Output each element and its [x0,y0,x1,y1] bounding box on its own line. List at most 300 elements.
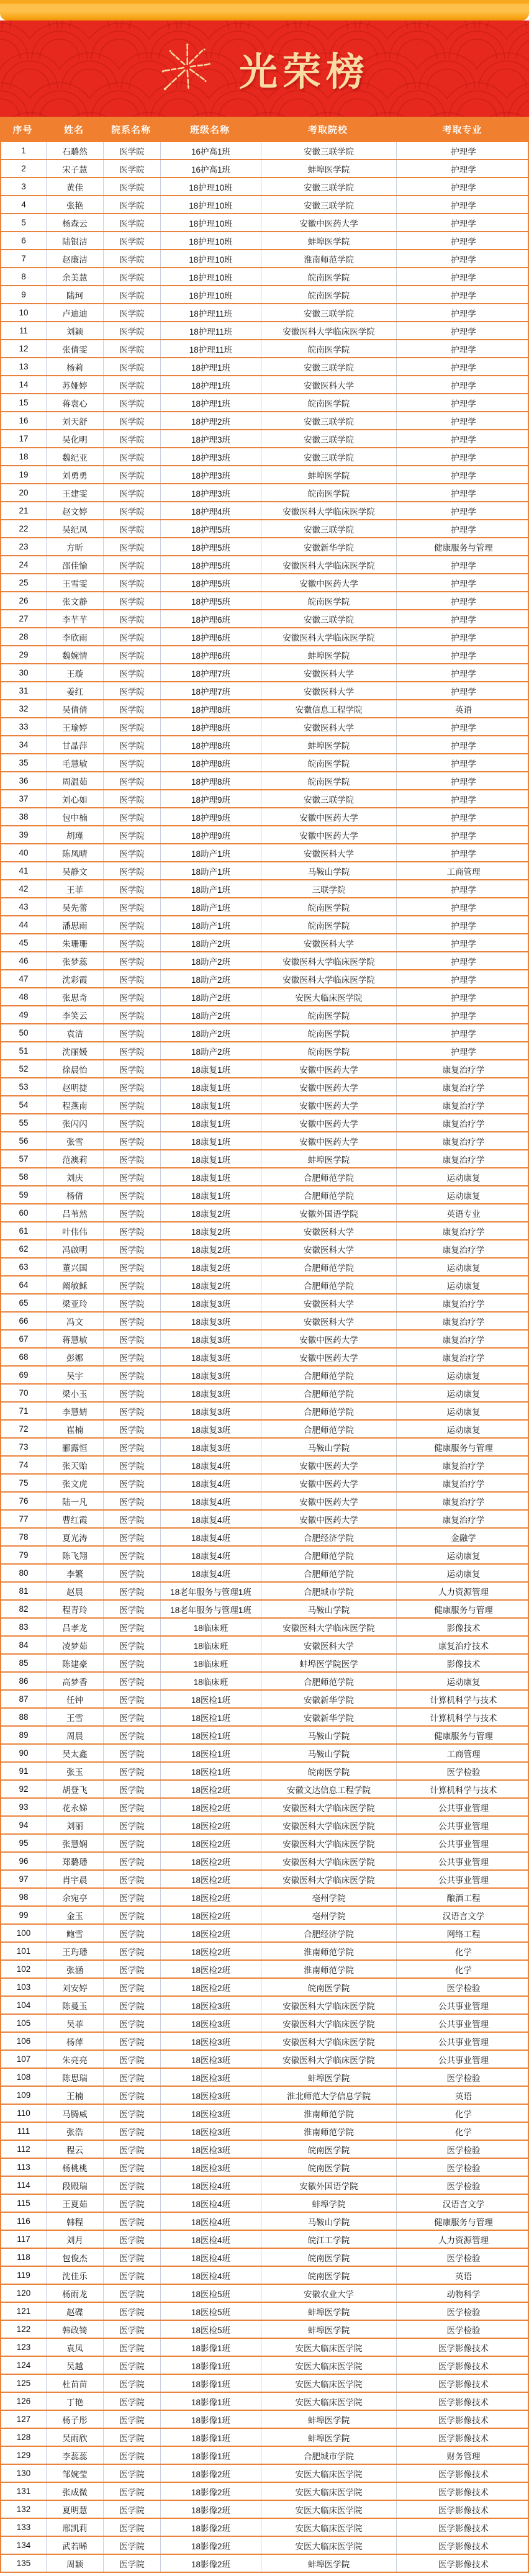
cell-class: 18临床班 [161,1637,261,1653]
cell-dept: 医学院 [104,1565,161,1581]
cell-index: 89 [1,1727,47,1743]
table-row [1,2375,528,2393]
cell-dept: 医学院 [104,1637,161,1653]
cell-class: 18医检4班 [161,2231,261,2248]
cell-index: 114 [1,2177,47,2194]
cell-dept: 医学院 [104,2339,161,2356]
cell-dept: 医学院 [104,2501,161,2518]
cell-index: 64 [1,1277,47,1293]
cell-index: 16 [1,412,47,429]
cell-school: 蚌埠医学院 [261,160,397,177]
cell-school: 安徽医科大学临床医学院 [261,322,397,339]
cell-dept: 医学院 [104,322,161,339]
cell-major: 影像技术 [446,1659,481,1669]
cell-class: 18助产1班 [161,862,261,879]
cell-name: 李笑云 [47,1006,104,1023]
cell-index: 56 [1,1132,47,1149]
cell-major: 护理学 [451,291,476,301]
table-row [1,2429,528,2447]
cell-school: 马鞍山学院 [261,2213,397,2230]
table-row [1,1331,528,1349]
cell-name: 张慧娴 [47,1835,104,1851]
cell-school: 蚌埠医学院 [261,736,397,753]
table-row [1,1907,528,1925]
cell-class: 18医检3班 [161,1997,261,2013]
cell-dept: 医学院 [104,1997,161,2013]
table-row [1,2465,528,2483]
cell-class: 18影像1班 [161,2357,261,2374]
cell-dept: 医学院 [104,862,161,879]
cell-index: 95 [1,1835,47,1851]
cell-dept: 医学院 [104,1349,161,1365]
cell-class: 18医检2班 [161,1907,261,1923]
cell-name: 沈佳乐 [47,2267,104,2284]
cell-major: 护理学 [451,363,476,373]
cell-dept: 医学院 [104,286,161,303]
cell-name: 吴越 [47,2357,104,2374]
cell-index: 90 [1,1745,47,1761]
cell-major: 康复治疗学 [442,1065,485,1075]
cell-major: 康复治疗学 [442,1227,485,1237]
cell-dept: 医学院 [104,1817,161,1833]
cell-dept: 医学院 [104,2537,161,2554]
cell-index: 112 [1,2141,47,2158]
cell-major: 护理学 [451,435,476,445]
cell-class: 18医检5班 [161,2303,261,2320]
cell-index: 54 [1,1096,47,1113]
cell-dept: 医学院 [104,1763,161,1779]
cell-school: 皖南医学院 [261,2159,397,2176]
cell-major: 化学 [455,2109,472,2119]
table-row [1,1222,528,1241]
cell-dept: 医学院 [104,2411,161,2428]
cell-school: 安徽医科大学临床医学院 [261,1853,397,1869]
cell-dept: 医学院 [104,1583,161,1599]
table-row [1,1295,528,1313]
cell-major: 英语 [455,2271,472,2281]
cell-school: 合肥经济学院 [261,1529,397,1545]
cell-school: 皖南医学院 [261,898,397,915]
cell-major: 医学影像技术 [438,2415,489,2425]
cell-school: 皖南医学院 [261,772,397,789]
cell-major: 计算机科学与技术 [430,1713,497,1723]
cell-class: 18医检1班 [161,1745,261,1761]
table-row [1,1835,528,1853]
cell-school: 安徽三联学院 [261,412,397,429]
cell-class: 18护理6班 [161,628,261,645]
cell-name: 张玉 [47,1763,104,1779]
table-row [1,2447,528,2465]
cell-major: 医学检验 [446,2073,481,2083]
cell-index: 26 [1,592,47,609]
cell-index: 102 [1,1961,47,1977]
table-row [1,430,528,448]
cell-class: 18康复4班 [161,1565,261,1581]
cell-dept: 医学院 [104,1096,161,1113]
table-row [1,1132,528,1150]
cell-major: 护理学 [451,453,476,463]
table-row [1,1673,528,1691]
cell-school: 安徽医科大学 [261,934,397,951]
cell-index: 51 [1,1042,47,1059]
table-row [1,2411,528,2429]
cell-major: 护理学 [451,381,476,391]
table-row [1,214,528,232]
cell-school: 安徽三联学院 [261,790,397,807]
cell-class: 18护理11班 [161,322,261,339]
cell-class: 18护理5班 [161,538,261,555]
cell-class: 18康复2班 [161,1204,261,1221]
cell-dept: 医学院 [104,2141,161,2158]
table-row [1,2105,528,2123]
cell-index: 10 [1,304,47,321]
cell-class: 18影像1班 [161,2447,261,2464]
cell-school: 安徽中医药大学 [261,808,397,825]
cell-class: 18医检3班 [161,2105,261,2122]
table-row [1,1655,528,1673]
cell-major: 护理学 [451,327,476,337]
cell-dept: 医学院 [104,2123,161,2140]
cell-school: 安徽医科大学临床医学院 [261,1835,397,1851]
table-row [1,1547,528,1565]
cell-dept: 医学院 [104,2393,161,2410]
cell-index: 98 [1,1889,47,1905]
cell-name: 范澳莉 [47,1150,104,1167]
cell-major: 康复治疗学 [442,1299,485,1309]
cell-class: 18护理4班 [161,502,261,519]
table-row [1,502,528,520]
cell-class: 18康复4班 [161,1457,261,1473]
cell-name: 刘庆 [47,1168,104,1185]
column-header-school: 考取院校 [307,125,348,135]
cell-dept: 医学院 [104,2051,161,2068]
cell-dept: 医学院 [104,1475,161,1491]
cell-index: 111 [1,2123,47,2140]
cell-dept: 医学院 [104,556,161,573]
cell-name: 花永娣 [47,1799,104,1815]
cell-index: 30 [1,664,47,681]
cell-name: 杜苗苗 [47,2375,104,2392]
table-row [1,2213,528,2231]
cell-major: 护理学 [451,183,476,192]
cell-major: 公共事业管理 [438,1857,489,1867]
cell-name: 赵晨 [47,1583,104,1599]
table-row [1,1475,528,1493]
cell-name: 杨萍 [47,2033,104,2050]
cell-school: 安徽医科大学 [261,664,397,681]
cell-dept: 医学院 [104,916,161,933]
cell-school: 安徽三联学院 [261,448,397,465]
cell-name: 张天贻 [47,1457,104,1473]
cell-index: 96 [1,1853,47,1869]
cell-name: 周颖 [47,2555,104,2572]
cell-index: 122 [1,2321,47,2338]
cell-school: 安徽医科大学 [261,1295,397,1311]
cell-index: 28 [1,628,47,645]
cell-school: 安徽中医药大学 [261,1096,397,1113]
cell-index: 85 [1,1655,47,1671]
cell-name: 韩程 [47,2213,104,2230]
table-row [1,340,528,358]
cell-major: 康复治疗学 [442,1515,485,1525]
cell-name: 高梦香 [47,1673,104,1689]
cell-name: 程燕南 [47,1096,104,1113]
cell-name: 梁小玉 [47,1385,104,1401]
cell-index: 120 [1,2285,47,2302]
cell-name: 徐晨怡 [47,1060,104,1077]
table-row [1,610,528,628]
cell-name: 刘安婷 [47,1979,104,1995]
cell-index: 9 [1,286,47,303]
cell-name: 冯文 [47,1313,104,1329]
cell-major: 健康服务与管理 [434,1605,493,1615]
table-row [1,2555,528,2573]
cell-name: 袁洁 [47,1024,104,1041]
cell-class: 18护理6班 [161,646,261,663]
table-row [1,772,528,790]
cell-major: 护理学 [451,741,476,751]
cell-class: 18助产1班 [161,916,261,933]
cell-dept: 医学院 [104,2321,161,2338]
cell-class: 18医检2班 [161,1961,261,1977]
cell-major: 康复治疗学 [442,1101,485,1111]
cell-class: 18医检1班 [161,1763,261,1779]
table-row [1,2069,528,2087]
cell-name: 刘丽 [47,1817,104,1833]
cell-name: 赵明捷 [47,1078,104,1095]
cell-dept: 医学院 [104,1943,161,1959]
cell-name: 张文静 [47,592,104,609]
table-row [1,1024,528,1042]
cell-dept: 医学院 [104,1493,161,1509]
cell-name: 李芊芊 [47,610,104,627]
cell-name: 魏纪亚 [47,448,104,465]
cell-dept: 医学院 [104,232,161,249]
cell-index: 65 [1,1295,47,1311]
cell-dept: 医学院 [104,412,161,429]
cell-major: 护理学 [451,795,476,805]
cell-class: 18护理8班 [161,772,261,789]
cell-index: 104 [1,1997,47,2013]
cell-school: 合肥师范学院 [261,1565,397,1581]
table-row [1,880,528,898]
cell-school: 安医大临床医学院 [261,2375,397,2392]
cell-name: 魏婉情 [47,646,104,663]
table-row [1,250,528,268]
cell-school: 皖南医学院 [261,2249,397,2266]
cell-major: 护理学 [451,687,476,697]
cell-class: 18护理3班 [161,448,261,465]
cell-class: 18医检5班 [161,2285,261,2302]
cell-index: 31 [1,682,47,699]
cell-index: 88 [1,1709,47,1725]
cell-index: 63 [1,1259,47,1275]
cell-name: 王雪 [47,1709,104,1725]
cell-school: 合肥师范学院 [261,1385,397,1401]
cell-index: 41 [1,862,47,879]
cell-school: 淮南师范学院 [261,1943,397,1959]
cell-class: 18老年服务与管理1班 [161,1583,261,1599]
cell-class: 18护理9班 [161,790,261,807]
cell-name: 吴倩倩 [47,700,104,717]
cell-school: 安医大临床医学院 [261,988,397,1005]
cell-dept: 医学院 [104,1024,161,1041]
cell-dept: 医学院 [104,2249,161,2266]
cell-class: 18助产1班 [161,880,261,897]
cell-major: 医学影像技术 [438,2469,489,2479]
cell-dept: 医学院 [104,1853,161,1869]
cell-dept: 医学院 [104,1781,161,1797]
cell-school: 安徽医科大学临床医学院 [261,1817,397,1833]
cell-dept: 医学院 [104,466,161,483]
cell-dept: 医学院 [104,754,161,771]
cell-school: 皖南医学院 [261,916,397,933]
cell-class: 18医检2班 [161,1889,261,1905]
table-row [1,232,528,250]
cell-school: 淮南师范学院 [261,250,397,267]
table-row [1,2357,528,2375]
table-row [1,2321,528,2339]
cell-name: 李蕊蕊 [47,2447,104,2464]
cell-index: 91 [1,1763,47,1779]
cell-school: 安徽医科大学 [261,1637,397,1653]
cell-class: 18康复3班 [161,1439,261,1455]
cell-name: 张浩 [47,2123,104,2140]
cell-index: 108 [1,2069,47,2086]
cell-name: 金玉 [47,1907,104,1923]
cell-dept: 医学院 [104,1078,161,1095]
cell-class: 16护高1班 [161,160,261,177]
table-row [1,2177,528,2195]
cell-major: 运动康复 [446,1389,481,1399]
table-row [1,754,528,772]
cell-name: 李繁 [47,1565,104,1581]
cell-index: 100 [1,1925,47,1941]
cell-class: 18护理6班 [161,610,261,627]
cell-class: 18护理2班 [161,412,261,429]
cell-index: 5 [1,214,47,231]
cell-major: 护理学 [451,885,476,895]
cell-name: 黄佳 [47,178,104,195]
cell-major: 化学 [455,2127,472,2137]
table-row [1,1889,528,1907]
cell-dept: 医学院 [104,196,161,213]
table-row [1,142,528,160]
cell-class: 18康复3班 [161,1367,261,1383]
cell-dept: 医学院 [104,970,161,987]
cell-name: 曹红霞 [47,1511,104,1527]
cell-name: 王瑜婷 [47,718,104,735]
cell-school: 蚌埠医学院 [261,466,397,483]
cell-index: 113 [1,2159,47,2176]
cell-name: 吴太鑫 [47,1745,104,1761]
cell-name: 吴先蕾 [47,898,104,915]
cell-major: 运动康复 [446,1281,481,1291]
cell-index: 123 [1,2339,47,2356]
cell-class: 18影像2班 [161,2465,261,2482]
cell-dept: 医学院 [104,178,161,195]
cell-index: 110 [1,2105,47,2122]
table-row [1,2501,528,2519]
table-row [1,1204,528,1222]
cell-school: 蚌埠医学院 [261,232,397,249]
cell-major: 影像技术 [446,1623,481,1633]
cell-dept: 医学院 [104,520,161,537]
cell-school: 安徽信息工程学院 [261,700,397,717]
cell-index: 61 [1,1222,47,1239]
table-row [1,322,528,340]
cell-dept: 医学院 [104,2087,161,2104]
table-row [1,1745,528,1763]
cell-school: 安徽中医药大学 [261,1078,397,1095]
cell-index: 50 [1,1024,47,1041]
cell-index: 57 [1,1150,47,1167]
cell-name: 邹婉莹 [47,2465,104,2482]
cell-index: 17 [1,430,47,447]
cell-class: 18影像1班 [161,2393,261,2410]
cell-dept: 医学院 [104,934,161,951]
cell-school: 蚌埠医学院医学 [261,1655,397,1671]
cell-dept: 医学院 [104,2177,161,2194]
cell-major: 护理学 [451,633,476,643]
cell-name: 甘晶萍 [47,736,104,753]
table-row [1,898,528,916]
table-row [1,1186,528,1204]
cell-class: 18康复1班 [161,1096,261,1113]
cell-major: 护理学 [451,237,476,246]
cell-name: 董兴国 [47,1259,104,1275]
banner [0,20,529,117]
cell-major: 医学检验 [446,2145,481,2155]
table-row [1,268,528,286]
column-header-dept: 院系名称 [111,125,151,135]
cell-class: 18护理10班 [161,196,261,213]
table-row [1,1583,528,1601]
cell-class: 18康复3班 [161,1421,261,1437]
cell-index: 40 [1,844,47,861]
cell-name: 胡登飞 [47,1781,104,1797]
cell-school: 安徽中医药大学 [261,1132,397,1149]
cell-class: 18医检1班 [161,1709,261,1725]
cell-major: 运动康复 [446,1569,481,1579]
cell-school: 安徽中医药大学 [261,1114,397,1131]
cell-school: 蚌埠医学院 [261,2555,397,2572]
cell-class: 18护理8班 [161,718,261,735]
cell-dept: 医学院 [104,646,161,663]
table-row [1,1799,528,1817]
table-row [1,1259,528,1277]
cell-index: 35 [1,754,47,771]
cell-class: 18助产2班 [161,1006,261,1023]
cell-class: 18康复1班 [161,1078,261,1095]
cell-index: 77 [1,1511,47,1527]
cell-class: 18临床班 [161,1673,261,1689]
table-row [1,916,528,934]
cell-index: 83 [1,1619,47,1635]
cell-major: 护理学 [451,525,476,535]
cell-dept: 医学院 [104,1925,161,1941]
cell-school: 安徽医科大学临床医学院 [261,556,397,573]
cell-class: 18护理5班 [161,574,261,591]
cell-major: 酿酒工程 [446,1893,481,1903]
cell-index: 21 [1,502,47,519]
cell-name: 王玙璠 [47,1943,104,1959]
cell-school: 蚌埠医学院 [261,1150,397,1167]
cell-class: 18康复4班 [161,1493,261,1509]
cell-index: 72 [1,1421,47,1437]
cell-dept: 医学院 [104,2429,161,2446]
cell-dept: 医学院 [104,2447,161,2464]
